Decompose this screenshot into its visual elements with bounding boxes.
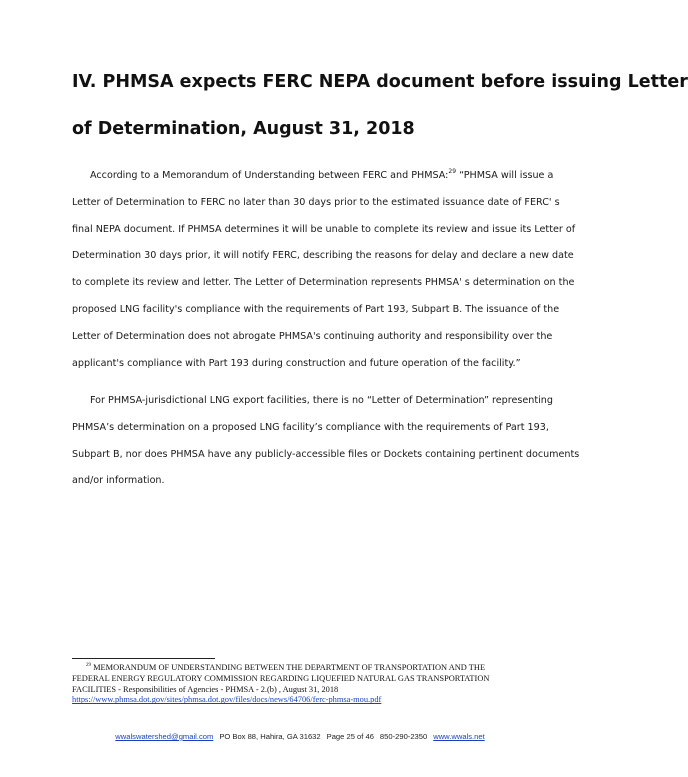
paragraph-line: Letter of Determination to FERC no later than 30 days prior to the estimated issuance date of FERC' s — [72, 196, 560, 208]
paragraph-mou-quote — [72, 163, 576, 377]
paragraph-line: According to a Memorandum of Understanding between FERC and PHMSA:$^{29}$ “PHMSA will issue a — [90, 168, 554, 181]
paragraph-line: proposed LNG facility's compliance with the requirements of Part 193, Subpart B. The issuance of the — [72, 303, 560, 315]
page-footer — [0, 732, 600, 741]
footer-email-link[interactable]: wwalswatershed@gmail.com — [115, 732, 214, 741]
footer-website-link[interactable]: www.wwals.net — [433, 732, 485, 741]
footnote-link[interactable]: https://www.phmsa.dot.gov/sites/phmsa.dot.gov/files/docs/news/64706/ferc-phmsa-mou.pdf — [72, 695, 382, 705]
section-heading-line-2: of Determination, August 31, 2018 — [72, 119, 415, 139]
footer-page-number: Page 25 of 46 — [326, 732, 374, 741]
paragraph-line: to complete its review and letter. The Letter of Determination represents PHMSA' s determination on the — [72, 277, 575, 289]
paragraph-line: Letter of Determination does not abrogate PHMSA's continuing authority and responsibility over the — [72, 330, 553, 342]
footnote-number: 29 — [86, 663, 91, 668]
footnote-line — [72, 695, 542, 706]
footnote-separator — [72, 658, 215, 659]
paragraph-line: PHMSA’s determination on a proposed LNG facility’s compliance with the requirements of Part 193, — [72, 421, 549, 433]
paragraph-line: For PHMSA-jurisdictional LNG export facilities, there is no “Letter of Determination” representing — [90, 395, 553, 406]
paragraph-line: final NEPA document. If PHMSA determines it will be unable to complete its review and issue its Letter of — [72, 223, 576, 235]
paragraph-line: Subpart B, nor does PHMSA have any publicly-accessible files or Dockets containing pertinent documents — [72, 448, 580, 460]
paragraph-line: Determination 30 days prior, it will notify FERC, describing the reasons for delay and declare a new date — [72, 250, 574, 262]
section-heading-line-1: IV. PHMSA expects FERC NEPA document before issuing Letter — [72, 72, 688, 92]
paragraph-export-facilities — [72, 388, 580, 495]
footnote-line: FACILITIES - Responsibilities of Agencies - PHMSA - 2.(b) , August 31, 2018 — [72, 684, 339, 694]
paragraph-line: applicant's compliance with Part 193 during construction and future operation of the facility.” — [72, 357, 521, 369]
footnote — [72, 663, 542, 706]
footer-address: PO Box 88, Hahira, GA 31632 — [219, 732, 321, 741]
footnote-line: FEDERAL ENERGY REGULATORY COMMISSION REGARDING LIQUEFIED NATURAL GAS TRANSPORTATION — [72, 673, 490, 683]
footnote-line: $^{29}$ MEMORANDUM OF UNDERSTANDING BETWEEN THE DEPARTMENT OF TRANSPORTATION AND THE — [86, 663, 486, 672]
paragraph-line: and/or information. — [72, 475, 165, 487]
footer-phone: 850-290-2350 — [379, 732, 428, 741]
footnote-reference[interactable]: 29 — [448, 168, 457, 175]
